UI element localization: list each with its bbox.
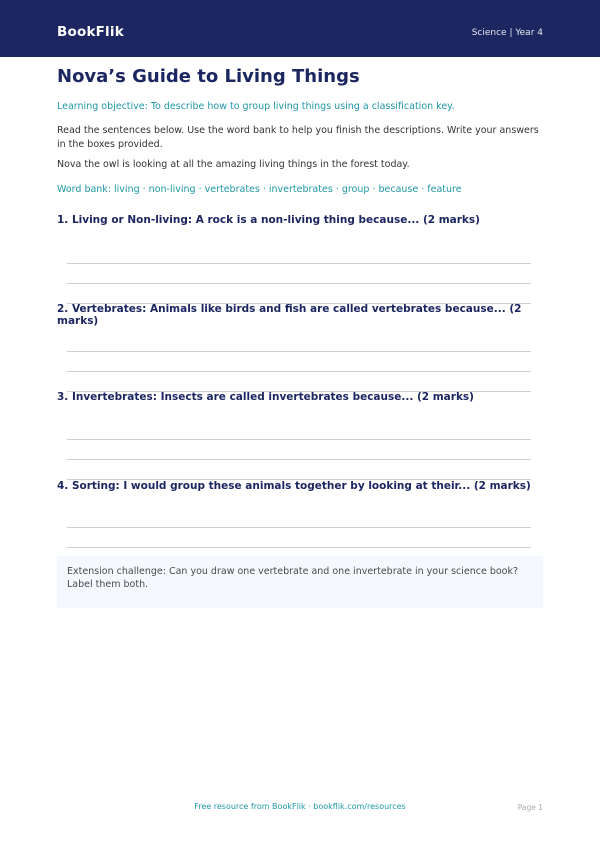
extension-challenge-box <box>57 556 543 608</box>
answer-line[interactable] <box>67 351 531 352</box>
answer-line[interactable] <box>67 371 531 372</box>
question-4: 4. Sorting: I would group these animals together by looking at their... (2 marks) <box>57 480 531 492</box>
page-header <box>0 0 600 57</box>
footer-link[interactable]: Free resource from BookFlik · bookflik.com/resources <box>194 802 406 811</box>
question-1: 1. Living or Non-living: A rock is a non-living thing because... (2 marks) <box>57 214 480 226</box>
answer-line[interactable] <box>67 527 531 528</box>
extension-challenge-text: Extension challenge: Can you draw one vertebrate and one invertebrate in your science book? Label them both. <box>67 566 519 590</box>
answer-line[interactable] <box>67 459 531 460</box>
page-title: Nova’s Guide to Living Things <box>57 66 360 87</box>
answer-line[interactable] <box>67 283 531 284</box>
answer-line[interactable] <box>67 439 531 440</box>
learning-objective: Learning objective: To describe how to group living things using a classification key. <box>57 101 455 112</box>
page-number: Page 1 <box>517 803 543 812</box>
word-bank: Word bank: living · non-living · vertebrates · invertebrates · group · because · feature <box>57 184 462 195</box>
answer-line[interactable] <box>67 547 531 548</box>
subject-label: Science | Year 4 <box>471 28 543 38</box>
question-2: 2. Vertebrates: Animals like birds and fish are called vertebrates because... (2 marks) <box>57 303 522 327</box>
instructions: Read the sentences below. Use the word bank to help you finish the descriptions. Write your answers in the boxes provided. <box>57 125 539 150</box>
brand-logo: BookFlik <box>57 24 124 40</box>
intro-text: Nova the owl is looking at all the amazing living things in the forest today. <box>57 159 410 170</box>
answer-line[interactable] <box>67 263 531 264</box>
question-3: 3. Invertebrates: Insects are called invertebrates because... (2 marks) <box>57 391 474 403</box>
